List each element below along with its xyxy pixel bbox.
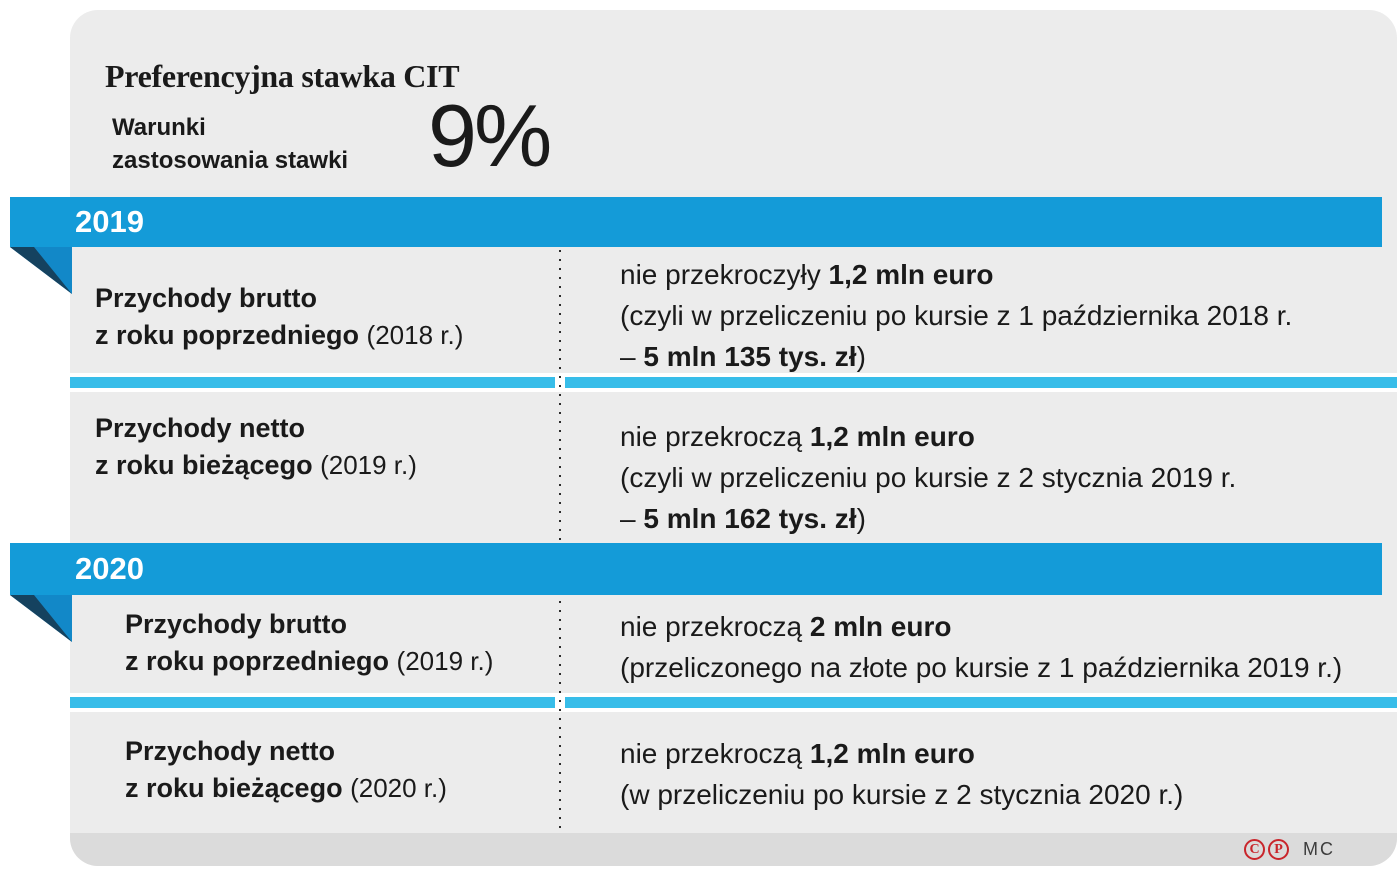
subtitle-line1: Warunki (112, 114, 206, 141)
row-label-net-2020 (125, 733, 447, 807)
amount-euro: 1,2 mln euro (809, 738, 975, 769)
column-separator-dotted-line (559, 250, 561, 830)
year-note: (2020 r.) (350, 773, 447, 803)
row-label-line2: z roku poprzedniego (2019 r.) (125, 646, 494, 676)
row-condition-net-2019 (620, 416, 1236, 539)
row-label-line2: z roku bieżącego (2019 r.) (95, 450, 417, 480)
row-label-line2: z roku poprzedniego (2018 r.) (95, 320, 464, 350)
condition-line1: nie przekroczą 1,2 mln euro (620, 421, 975, 452)
ribbon-fold-icon (10, 247, 72, 294)
row-label-line1: Przychody netto (125, 736, 336, 766)
condition-line2: (przeliczonego na złote po kursie z 1 października 2019 r.) (620, 652, 1343, 683)
condition-line2: (w przeliczeniu po kursie z 2 stycznia 2020 r.) (620, 779, 1184, 810)
row-label-line2: z roku bieżącego (2020 r.) (125, 773, 447, 803)
year-note: (2018 r.) (366, 320, 464, 350)
section-bar-2019 (10, 197, 1382, 247)
row-condition-net-2020 (620, 733, 1183, 815)
row-label-line1: Przychody brutto (125, 609, 348, 639)
row-condition-gross-2018 (620, 254, 1292, 377)
condition-line1: nie przekroczyły 1,2 mln euro (620, 259, 994, 290)
amount-pln: 5 mln 162 tys. zł (643, 503, 857, 534)
copyright-icon: C (1244, 839, 1265, 860)
subtitle-line2: zastosowania stawki (112, 147, 349, 174)
section-year-2019: 2019 (75, 204, 144, 239)
rights-icons (1244, 839, 1335, 860)
condition-line1: nie przekroczą 1,2 mln euro (620, 738, 975, 769)
condition-line3: – 5 mln 135 tys. zł) (620, 341, 866, 372)
row-label-line1: Przychody brutto (95, 283, 318, 313)
page-title: Preferencyjna stawka CIT (105, 58, 460, 94)
condition-line2: (czyli w przeliczeniu po kursie z 2 stycznia 2019 r. (620, 462, 1237, 493)
amount-euro: 1,2 mln euro (828, 259, 994, 290)
subtitle (112, 111, 348, 177)
phonogram-icon: P (1268, 839, 1289, 860)
year-note: (2019 r.) (320, 450, 417, 480)
year-note: (2019 r.) (396, 646, 494, 676)
rate-value: 9% (428, 86, 550, 185)
row-label-gross-2018 (95, 280, 463, 354)
section-bar-2020 (10, 543, 1382, 595)
row-condition-gross-2019 (620, 606, 1342, 688)
amount-euro: 1,2 mln euro (809, 421, 975, 452)
footer-bar (70, 833, 1397, 866)
ribbon-fold-icon (10, 595, 72, 642)
row-label-net-2019 (95, 410, 417, 484)
section-year-2020: 2020 (75, 551, 144, 586)
amount-euro: 2 mln euro (809, 611, 952, 642)
condition-line2: (czyli w przeliczeniu po kursie z 1 października 2018 r. (620, 300, 1293, 331)
condition-line3: – 5 mln 162 tys. zł) (620, 503, 866, 534)
amount-pln: 5 mln 135 tys. zł (643, 341, 857, 372)
condition-line1: nie przekroczą 2 mln euro (620, 611, 952, 642)
author-credit: MC (1303, 839, 1335, 859)
row-label-gross-2019 (125, 606, 493, 680)
row-label-line1: Przychody netto (95, 413, 306, 443)
row-divider (70, 693, 1397, 712)
